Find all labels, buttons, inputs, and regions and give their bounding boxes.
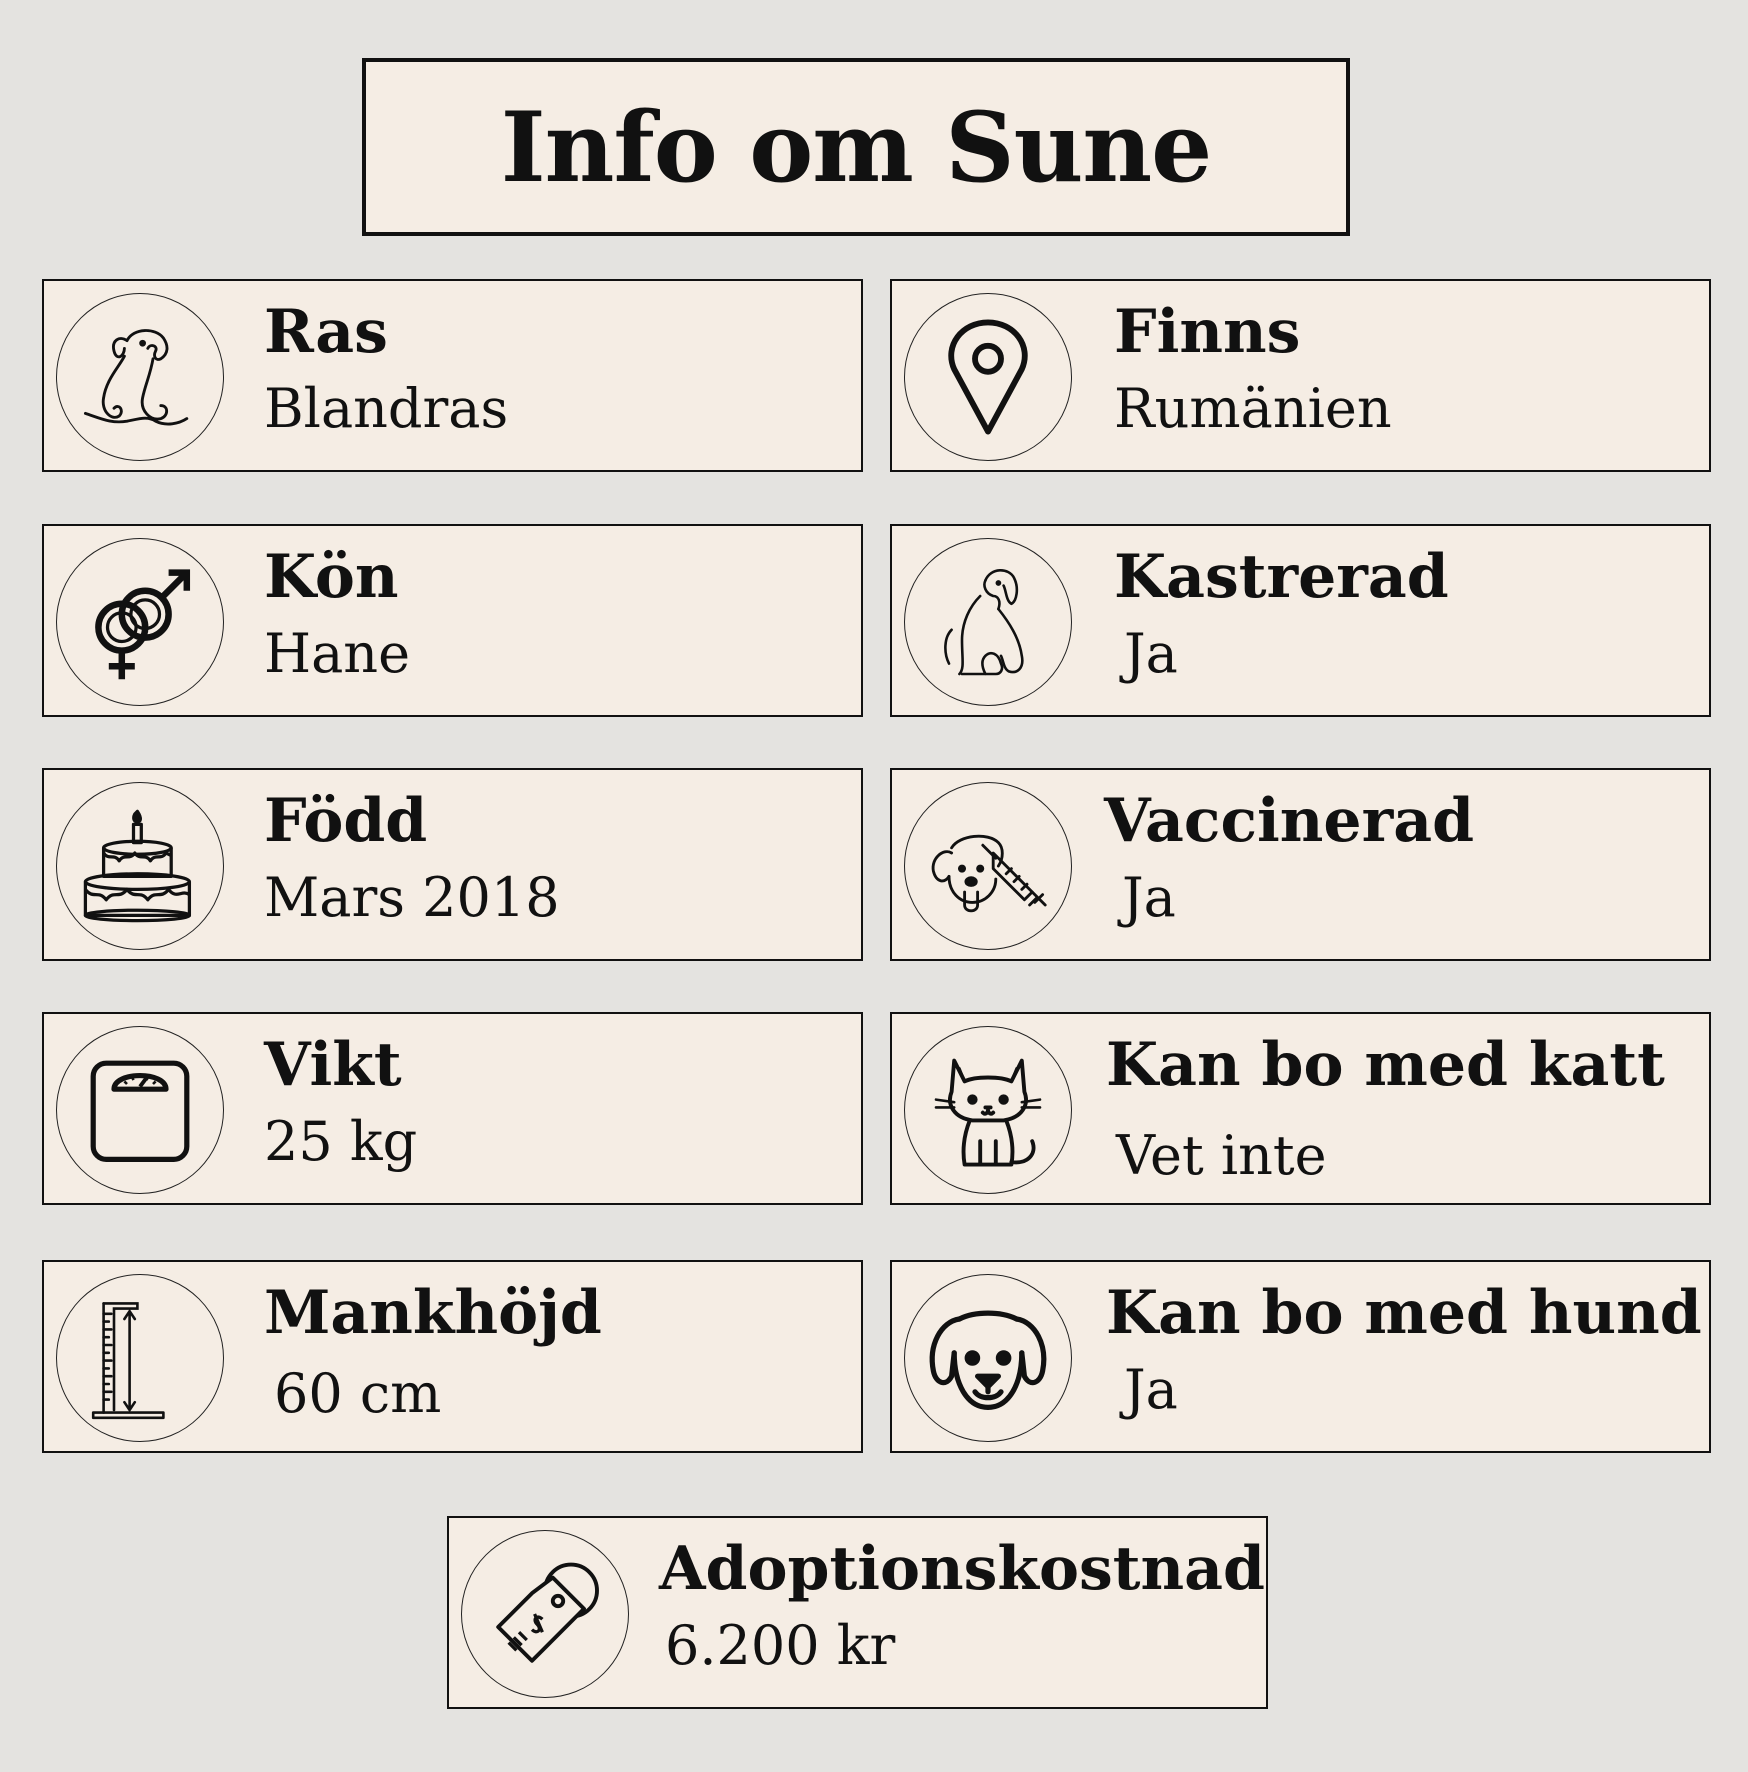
card-label: Kön bbox=[264, 542, 399, 612]
card-value: 6.200 kr bbox=[665, 1614, 896, 1677]
info-card-fodd bbox=[42, 768, 863, 961]
card-value: 25 kg bbox=[264, 1110, 418, 1173]
card-label: Vaccinerad bbox=[1104, 786, 1475, 856]
card-value: 60 cm bbox=[274, 1362, 442, 1425]
info-card-hund bbox=[890, 1260, 1711, 1453]
card-label: Kan bo med hund bbox=[1106, 1278, 1702, 1348]
cat-icon bbox=[904, 1026, 1072, 1194]
card-value: Vet inte bbox=[1116, 1124, 1327, 1187]
card-label: Kan bo med katt bbox=[1106, 1030, 1665, 1100]
card-label: Kastrerad bbox=[1114, 542, 1449, 612]
gender-symbols-icon bbox=[56, 538, 224, 706]
dog-line-icon bbox=[56, 293, 224, 461]
card-value: Rumänien bbox=[1114, 377, 1392, 440]
card-value: Ja bbox=[1124, 1358, 1178, 1421]
location-pin-icon bbox=[904, 293, 1072, 461]
sitting-dog-icon bbox=[904, 538, 1072, 706]
info-card-katt bbox=[890, 1012, 1711, 1205]
dog-face-icon bbox=[904, 1274, 1072, 1442]
card-label: Adoptionskostnad bbox=[659, 1534, 1265, 1604]
info-card-kastrerad bbox=[890, 524, 1711, 717]
card-label: Född bbox=[264, 786, 428, 856]
info-card-vaccinerad bbox=[890, 768, 1711, 961]
dog-syringe-icon bbox=[904, 782, 1072, 950]
title-box bbox=[362, 58, 1350, 236]
card-value: Blandras bbox=[264, 377, 509, 440]
card-value: Ja bbox=[1124, 622, 1178, 685]
info-card-finns bbox=[890, 279, 1711, 472]
card-value: Hane bbox=[264, 622, 411, 685]
info-card-adoptionskostnad bbox=[447, 1516, 1268, 1709]
card-value: Mars 2018 bbox=[264, 866, 560, 929]
card-value: Ja bbox=[1122, 866, 1176, 929]
birthday-cake-icon bbox=[56, 782, 224, 950]
card-label: Vikt bbox=[264, 1030, 402, 1100]
price-tag-icon bbox=[461, 1530, 629, 1698]
scale-icon bbox=[56, 1026, 224, 1194]
card-label: Mankhöjd bbox=[264, 1278, 602, 1348]
height-ruler-icon bbox=[56, 1274, 224, 1442]
info-card-ras bbox=[42, 279, 863, 472]
info-card-kon bbox=[42, 524, 863, 717]
info-card-vikt bbox=[42, 1012, 863, 1205]
info-card-mankhojd bbox=[42, 1260, 863, 1453]
card-label: Finns bbox=[1114, 297, 1301, 367]
card-label: Ras bbox=[264, 297, 388, 367]
page-title: Info om Sune bbox=[500, 90, 1212, 204]
